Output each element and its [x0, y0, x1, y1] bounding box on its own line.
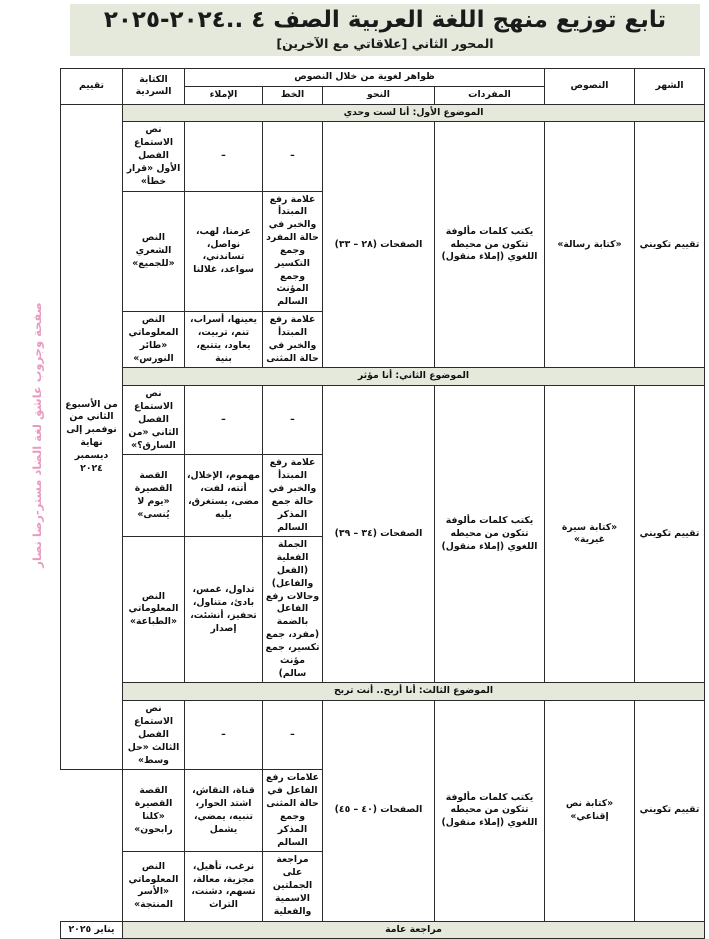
mufradat-cell: يعينها، أسراب، تنم، تربيت، يعاود، يتتبع، بنية: [185, 312, 263, 368]
text-cell: نص الاستماع الفصل الثاني «من السارق؟»: [123, 386, 185, 455]
narrative-writing-cell-2: «كتابة سيرة غيرية»: [545, 386, 635, 683]
nahw-cell: علامة رفع المبتدأ والخبر في حالة المفرد وجمع التكسير وجمع المؤنث السالم: [263, 191, 323, 311]
mufradat-cell: –: [185, 701, 263, 770]
column-header-mufradat: المفردات: [435, 86, 545, 104]
mufradat-cell: عزمنا، لهب، نواصل، تساندني، سواعد، غلالنا: [185, 191, 263, 311]
document-title-banner: [70, 4, 700, 56]
table-header: [61, 69, 705, 105]
column-header-evaluation: تقييم: [61, 69, 123, 105]
curriculum-distribution-table: [60, 68, 705, 939]
narrative-writing-cell-1: «كتابة رسالة»: [545, 122, 635, 368]
watermark-label: صفحة وجروب عاشق لغة الضاد مستر-رضا نصار: [30, 302, 44, 568]
footer-row: [61, 921, 705, 939]
nahw-cell: –: [263, 701, 323, 770]
section-title-row: [61, 368, 705, 386]
month-cell: من الأسبوع الثاني من نوفمبر إلى نهاية ديسمبر ٢٠٢٤: [61, 104, 123, 770]
nahw-cell: علامات رفع الفاعل في حالة المثنى وجمع المذكر السالم: [263, 770, 323, 852]
column-header-texts: النصوص: [545, 69, 635, 105]
section-title-3: الموضوع الثالث: أنا أربح.. أنت تربح: [123, 683, 705, 701]
nahw-cell: علامة رفع المبتدأ والخبر في حالة جمع المذكر السالم: [263, 455, 323, 537]
imla-cell-2: يكتب كلمات مألوفة تتكون من محيطه اللغوي (إملاء منقول): [435, 386, 545, 683]
nahw-cell: –: [263, 122, 323, 191]
section-title-row: [61, 683, 705, 701]
khat-cell-3: الصفحات (٤٠ – ٤٥): [323, 701, 435, 921]
text-cell: النص الشعري «للجميع»: [123, 191, 185, 311]
section-title-1: الموضوع الأول: أنا لست وحدي: [123, 104, 705, 122]
table-row: [61, 386, 705, 455]
mufradat-cell: قناة، النقاش، اشتد الحوار، تنبيه، يمضي، يشمل: [185, 770, 263, 852]
imla-cell-1: يكتب كلمات مألوفة تتكون من محيطه اللغوي (إملاء منقول): [435, 122, 545, 368]
mufradat-cell: مهموم، الإخلال، أتته، لفت، مضى، يستغرق، يليه: [185, 455, 263, 537]
watermark-text: [30, 0, 44, 568]
nahw-cell: مراجعة على الجملتين الاسمية والفعلية: [263, 852, 323, 921]
header-row-top: [61, 69, 705, 87]
imla-cell-3: يكتب كلمات مألوفة تتكون من محيطه اللغوي (إملاء منقول): [435, 701, 545, 921]
nahw-cell: علامة رفع المبتدأ والخبر في حالة المثنى: [263, 312, 323, 368]
page-subtitle: المحور الثاني [علاقاتي مع الآخرين]: [276, 35, 494, 51]
column-header-narrative-writing: الكتابة السردية: [123, 69, 185, 105]
column-header-nahw: النحو: [323, 86, 435, 104]
column-header-imla: الإملاء: [185, 86, 263, 104]
text-cell: نص الاستماع الفصل الثالث «حل وسط»: [123, 701, 185, 770]
page-title: تابع توزيع منهج اللغة العربية الصف ٤ ..٢٠٢٤-٢٠٢٥: [103, 7, 667, 33]
footer-month-cell: يناير ٢٠٢٥: [61, 921, 123, 939]
mufradat-cell: نرغب، تأهيل، مجزية، معالة، تسهم، دشنت، التراث: [185, 852, 263, 921]
text-cell: القصة القصيرة «كلنا رابحون»: [123, 770, 185, 852]
column-header-language-phenomena: ظواهر لغوية من خلال النصوص: [185, 69, 545, 87]
evaluation-cell-3: تقييم تكويني: [635, 701, 705, 921]
table-row: [61, 701, 705, 770]
general-review-label: مراجعة عامة: [123, 921, 705, 939]
khat-cell-1: الصفحات (٢٨ – ٣٣): [323, 122, 435, 368]
column-header-khat: الخط: [263, 86, 323, 104]
table-row: [61, 122, 705, 191]
text-cell: نص الاستماع الفصل الأول «قرار خطأ»: [123, 122, 185, 191]
khat-cell-2: الصفحات (٣٤ – ٣٩): [323, 386, 435, 683]
text-cell: القصة القصيرة «يوم لا يُنسى»: [123, 455, 185, 537]
text-cell: النص المعلوماتي «الأسر المنتجة»: [123, 852, 185, 921]
evaluation-cell-2: تقييم تكويني: [635, 386, 705, 683]
mufradat-cell: –: [185, 122, 263, 191]
table-body: [61, 104, 705, 939]
nahw-cell: الجملة الفعلية (الفعل والفاعل) وحالات رفع الفاعل بالضمة (مفرد، جمع تكسير، جمع مؤنث سالم): [263, 537, 323, 683]
evaluation-cell-1: تقييم تكويني: [635, 122, 705, 368]
mufradat-cell: تداول، غمس، بادئ، متناول، تحفيز، أنشئت، إصدار: [185, 537, 263, 683]
text-cell: النص المعلوماتي «طائر النورس»: [123, 312, 185, 368]
text-cell: النص المعلوماتي «الطباعة»: [123, 537, 185, 683]
narrative-writing-cell-3: «كتابة نص إقناعي»: [545, 701, 635, 921]
nahw-cell: –: [263, 386, 323, 455]
section-title-2: الموضوع الثاني: أنا مؤثر: [123, 368, 705, 386]
mufradat-cell: –: [185, 386, 263, 455]
column-header-month: الشهر: [635, 69, 705, 105]
section-title-row: [61, 104, 705, 122]
